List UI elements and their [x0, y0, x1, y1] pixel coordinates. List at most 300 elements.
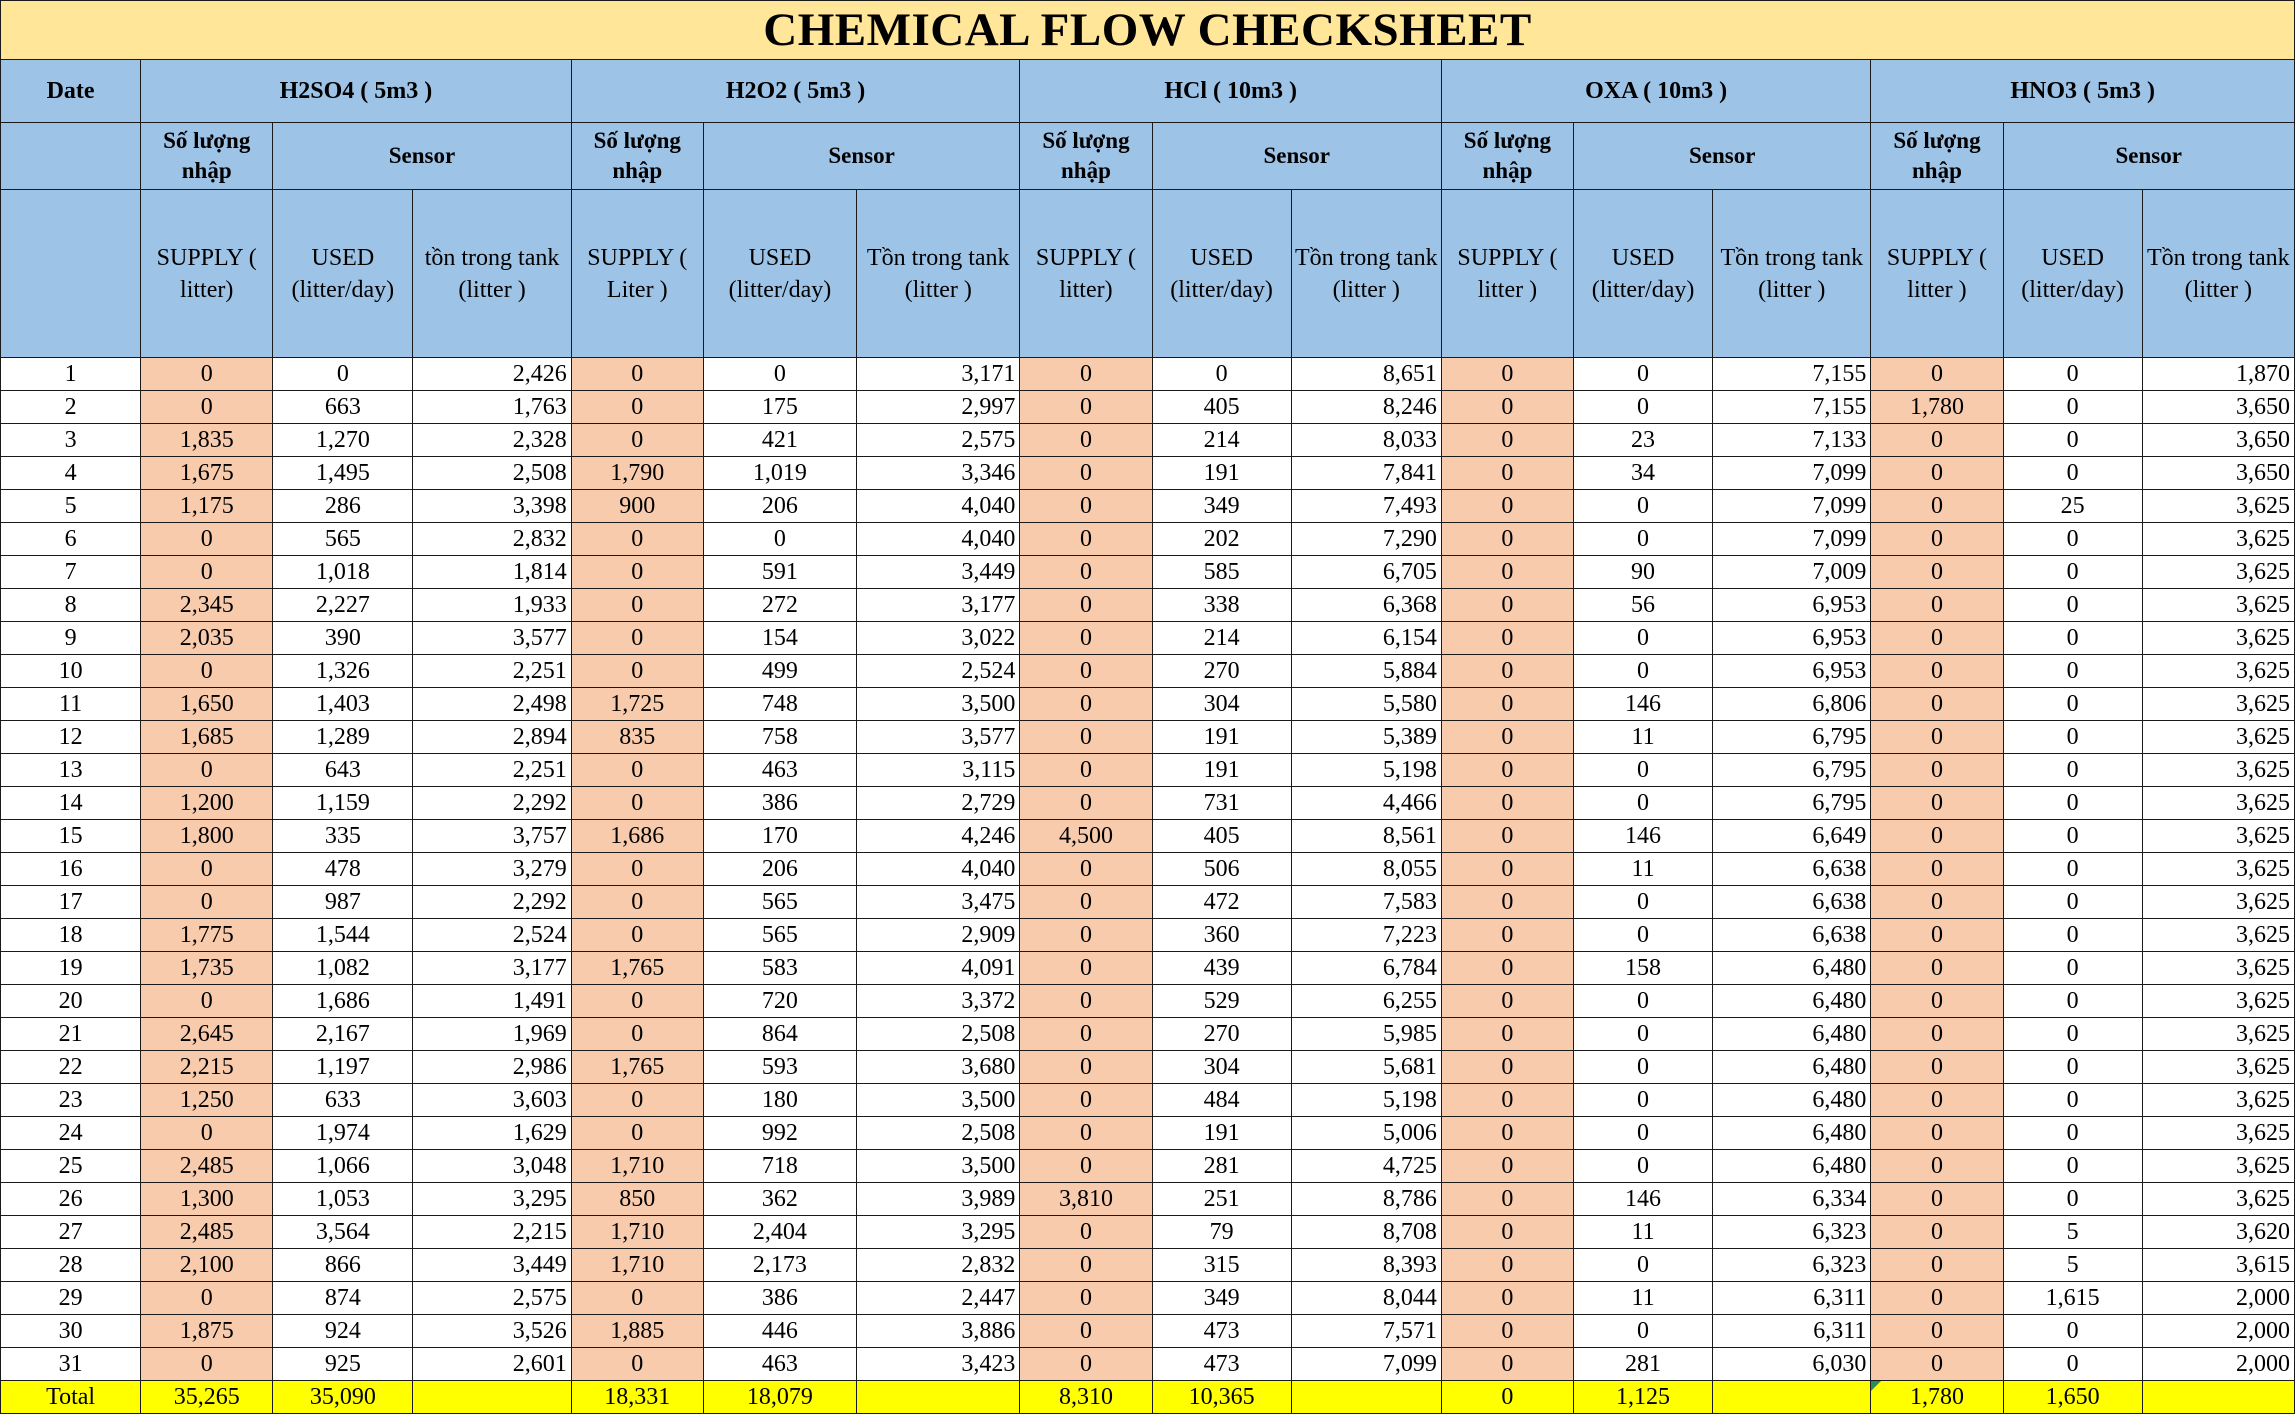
group-header-h2so4[interactable]: H2SO4 ( 5m3 ) — [141, 60, 572, 123]
supply-cell[interactable]: 0 — [571, 424, 703, 457]
date-cell[interactable]: 2 — [1, 391, 141, 424]
used-cell[interactable]: 158 — [1573, 952, 1712, 985]
supply-cell[interactable]: 0 — [1441, 1018, 1573, 1051]
used-col-header-hno3[interactable]: USED (litter/day) — [2003, 190, 2142, 358]
supply-cell[interactable]: 0 — [1441, 457, 1573, 490]
supply-cell[interactable]: 0 — [141, 358, 273, 391]
tank-cell[interactable]: 7,099 — [1291, 1348, 1441, 1381]
supply-cell[interactable]: 0 — [571, 853, 703, 886]
tank-cell[interactable]: 5,389 — [1291, 721, 1441, 754]
supply-cell[interactable]: 0 — [1871, 721, 2003, 754]
tank-cell[interactable]: 8,044 — [1291, 1282, 1441, 1315]
date-cell[interactable]: 4 — [1, 457, 141, 490]
supply-cell[interactable]: 0 — [571, 523, 703, 556]
used-cell[interactable]: 866 — [273, 1249, 413, 1282]
tank-cell[interactable]: 4,246 — [857, 820, 1020, 853]
used-cell[interactable]: 446 — [703, 1315, 856, 1348]
supply-cell[interactable]: 0 — [1020, 1315, 1152, 1348]
supply-cell[interactable]: 1,800 — [141, 820, 273, 853]
used-cell[interactable]: 0 — [2003, 754, 2142, 787]
supply-cell[interactable]: 900 — [571, 490, 703, 523]
supply-cell[interactable]: 0 — [1441, 1315, 1573, 1348]
tank-cell[interactable]: 3,625 — [2142, 1084, 2294, 1117]
used-cell[interactable]: 3,564 — [273, 1216, 413, 1249]
date-cell[interactable]: 15 — [1, 820, 141, 853]
date-cell[interactable]: 20 — [1, 985, 141, 1018]
tank-cell[interactable]: 3,886 — [857, 1315, 1020, 1348]
used-cell[interactable]: 281 — [1152, 1150, 1291, 1183]
used-cell[interactable]: 5 — [2003, 1249, 2142, 1282]
supply-cell[interactable]: 0 — [1020, 688, 1152, 721]
supply-cell[interactable]: 0 — [571, 985, 703, 1018]
used-cell[interactable]: 0 — [2003, 820, 2142, 853]
supply-cell[interactable]: 0 — [571, 919, 703, 952]
used-cell[interactable]: 0 — [2003, 1348, 2142, 1381]
tank-cell[interactable]: 3,625 — [2142, 1051, 2294, 1084]
used-cell[interactable]: 472 — [1152, 886, 1291, 919]
supply-cell[interactable]: 0 — [1020, 985, 1152, 1018]
supply-cell[interactable]: 1,685 — [141, 721, 273, 754]
tank-cell[interactable]: 4,091 — [857, 952, 1020, 985]
used-cell[interactable]: 146 — [1573, 820, 1712, 853]
supply-cell[interactable]: 0 — [1020, 952, 1152, 985]
tank-cell[interactable]: 2,508 — [857, 1018, 1020, 1051]
tank-cell[interactable]: 6,638 — [1713, 886, 1871, 919]
supply-cell[interactable]: 0 — [1020, 1348, 1152, 1381]
used-cell[interactable]: 0 — [1573, 655, 1712, 688]
used-cell[interactable]: 0 — [2003, 952, 2142, 985]
tank-cell[interactable]: 3,625 — [2142, 787, 2294, 820]
used-cell[interactable]: 0 — [2003, 787, 2142, 820]
supply-cell[interactable]: 0 — [571, 886, 703, 919]
total-used-cell[interactable]: 1,650 — [2003, 1381, 2142, 1414]
supply-cell[interactable]: 0 — [141, 985, 273, 1018]
tank-cell[interactable]: 3,620 — [2142, 1216, 2294, 1249]
used-cell[interactable]: 0 — [1573, 358, 1712, 391]
tank-cell[interactable]: 3,625 — [2142, 589, 2294, 622]
tank-cell[interactable]: 2,729 — [857, 787, 1020, 820]
supply-cell[interactable]: 0 — [1441, 853, 1573, 886]
total-used-cell[interactable]: 18,079 — [703, 1381, 856, 1414]
tank-cell[interactable]: 7,841 — [1291, 457, 1441, 490]
group-header-h2o2[interactable]: H2O2 ( 5m3 ) — [571, 60, 1020, 123]
supply-cell[interactable]: 0 — [1871, 358, 2003, 391]
tank-cell[interactable]: 6,953 — [1713, 622, 1871, 655]
supply-cell[interactable]: 0 — [571, 1348, 703, 1381]
used-cell[interactable]: 11 — [1573, 721, 1712, 754]
date-cell[interactable]: 19 — [1, 952, 141, 985]
tank-cell[interactable]: 2,832 — [413, 523, 571, 556]
tank-cell[interactable]: 6,480 — [1713, 1051, 1871, 1084]
tank-cell[interactable]: 2,894 — [413, 721, 571, 754]
used-cell[interactable]: 360 — [1152, 919, 1291, 952]
date-cell[interactable]: 12 — [1, 721, 141, 754]
total-supply-cell[interactable]: 18,331 — [571, 1381, 703, 1414]
used-cell[interactable]: 1,197 — [273, 1051, 413, 1084]
supply-cell[interactable]: 835 — [571, 721, 703, 754]
supply-cell[interactable]: 0 — [1441, 1216, 1573, 1249]
tank-cell[interactable]: 7,155 — [1713, 358, 1871, 391]
used-cell[interactable]: 25 — [2003, 490, 2142, 523]
tank-cell[interactable]: 3,603 — [413, 1084, 571, 1117]
tank-cell[interactable]: 1,814 — [413, 556, 571, 589]
tank-cell[interactable]: 3,500 — [857, 1150, 1020, 1183]
supply-cell[interactable]: 0 — [1441, 1348, 1573, 1381]
used-cell[interactable]: 0 — [1573, 1084, 1712, 1117]
used-cell[interactable]: 0 — [1573, 391, 1712, 424]
tank-col-header-h2o2[interactable]: Tồn trong tank (litter ) — [857, 190, 1020, 358]
tank-cell[interactable]: 2,986 — [413, 1051, 571, 1084]
tank-cell[interactable]: 3,625 — [2142, 1018, 2294, 1051]
used-cell[interactable]: 720 — [703, 985, 856, 1018]
supply-cell[interactable]: 1,835 — [141, 424, 273, 457]
date-header[interactable]: Date — [1, 60, 141, 123]
used-cell[interactable]: 748 — [703, 688, 856, 721]
used-cell[interactable]: 0 — [703, 358, 856, 391]
supply-cell[interactable]: 0 — [1441, 787, 1573, 820]
date-cell[interactable]: 16 — [1, 853, 141, 886]
tank-cell[interactable]: 3,680 — [857, 1051, 1020, 1084]
tank-cell[interactable]: 5,884 — [1291, 655, 1441, 688]
used-cell[interactable]: 0 — [1573, 1249, 1712, 1282]
used-cell[interactable]: 251 — [1152, 1183, 1291, 1216]
used-cell[interactable]: 439 — [1152, 952, 1291, 985]
used-cell[interactable]: 2,404 — [703, 1216, 856, 1249]
supply-cell[interactable]: 0 — [1441, 1051, 1573, 1084]
used-cell[interactable]: 565 — [273, 523, 413, 556]
supply-cell[interactable]: 0 — [141, 1348, 273, 1381]
date-cell[interactable]: 5 — [1, 490, 141, 523]
tank-cell[interactable]: 2,575 — [857, 424, 1020, 457]
used-cell[interactable]: 1,289 — [273, 721, 413, 754]
tank-cell[interactable]: 7,493 — [1291, 490, 1441, 523]
date-cell[interactable]: 22 — [1, 1051, 141, 1084]
tank-cell[interactable]: 1,629 — [413, 1117, 571, 1150]
used-cell[interactable]: 270 — [1152, 1018, 1291, 1051]
tank-cell[interactable]: 5,006 — [1291, 1117, 1441, 1150]
tank-cell[interactable]: 3,295 — [413, 1183, 571, 1216]
tank-cell[interactable]: 7,223 — [1291, 919, 1441, 952]
supply-cell[interactable]: 1,710 — [571, 1150, 703, 1183]
tank-cell[interactable]: 3,048 — [413, 1150, 571, 1183]
tank-cell[interactable]: 3,625 — [2142, 490, 2294, 523]
total-supply-cell[interactable]: 35,265 — [141, 1381, 273, 1414]
supply-cell[interactable]: 0 — [1871, 1282, 2003, 1315]
supply-cell[interactable]: 2,215 — [141, 1051, 273, 1084]
supply-cell[interactable]: 0 — [1441, 721, 1573, 754]
used-cell[interactable]: 1,615 — [2003, 1282, 2142, 1315]
tank-cell[interactable]: 2,251 — [413, 754, 571, 787]
supply-col-header-hno3[interactable]: SUPPLY ( litter ) — [1871, 190, 2003, 358]
tank-cell[interactable]: 2,909 — [857, 919, 1020, 952]
used-cell[interactable]: 987 — [273, 886, 413, 919]
total-used-cell[interactable]: 35,090 — [273, 1381, 413, 1414]
used-cell[interactable]: 2,167 — [273, 1018, 413, 1051]
supply-cell[interactable]: 1,725 — [571, 688, 703, 721]
tank-cell[interactable]: 3,423 — [857, 1348, 1020, 1381]
tank-cell[interactable]: 2,215 — [413, 1216, 571, 1249]
tank-cell[interactable]: 7,009 — [1713, 556, 1871, 589]
tank-cell[interactable]: 6,255 — [1291, 985, 1441, 1018]
total-tank-cell[interactable] — [2142, 1381, 2294, 1414]
supply-cell[interactable]: 0 — [141, 886, 273, 919]
supply-cell[interactable]: 0 — [1871, 919, 2003, 952]
supply-cell[interactable]: 0 — [1020, 1282, 1152, 1315]
used-cell[interactable]: 390 — [273, 622, 413, 655]
tank-cell[interactable]: 3,177 — [857, 589, 1020, 622]
tank-cell[interactable]: 6,480 — [1713, 1018, 1871, 1051]
supply-cell[interactable]: 850 — [571, 1183, 703, 1216]
supply-cell[interactable]: 0 — [1020, 1249, 1152, 1282]
date-cell[interactable]: 14 — [1, 787, 141, 820]
supply-cell[interactable]: 0 — [1441, 820, 1573, 853]
used-cell[interactable]: 529 — [1152, 985, 1291, 1018]
sensor-header-h2o2[interactable]: Sensor — [703, 123, 1020, 190]
used-cell[interactable]: 1,018 — [273, 556, 413, 589]
sheet-title[interactable]: CHEMICAL FLOW CHECKSHEET — [1, 1, 2295, 60]
tank-cell[interactable]: 3,625 — [2142, 1183, 2294, 1216]
used-col-header-h2o2[interactable]: USED (litter/day) — [703, 190, 856, 358]
tank-cell[interactable]: 6,953 — [1713, 655, 1871, 688]
total-supply-cell[interactable]: 0 — [1441, 1381, 1573, 1414]
used-cell[interactable]: 214 — [1152, 424, 1291, 457]
supply-cell[interactable]: 0 — [1871, 1150, 2003, 1183]
date-cell[interactable]: 28 — [1, 1249, 141, 1282]
supply-cell[interactable]: 0 — [1441, 556, 1573, 589]
used-cell[interactable]: 1,053 — [273, 1183, 413, 1216]
supply-cell[interactable]: 0 — [1020, 886, 1152, 919]
tank-cell[interactable]: 6,953 — [1713, 589, 1871, 622]
used-cell[interactable]: 349 — [1152, 490, 1291, 523]
tank-cell[interactable]: 3,615 — [2142, 1249, 2294, 1282]
tank-cell[interactable]: 3,526 — [413, 1315, 571, 1348]
supply-cell[interactable]: 0 — [1871, 1348, 2003, 1381]
used-cell[interactable]: 34 — [1573, 457, 1712, 490]
tank-cell[interactable]: 7,290 — [1291, 523, 1441, 556]
used-cell[interactable]: 758 — [703, 721, 856, 754]
supply-cell[interactable]: 0 — [571, 589, 703, 622]
tank-cell[interactable]: 3,625 — [2142, 688, 2294, 721]
used-cell[interactable]: 0 — [2003, 1315, 2142, 1348]
supply-cell[interactable]: 0 — [141, 655, 273, 688]
supply-cell[interactable]: 0 — [1441, 1282, 1573, 1315]
used-cell[interactable]: 0 — [2003, 424, 2142, 457]
tank-cell[interactable]: 2,251 — [413, 655, 571, 688]
supply-cell[interactable]: 0 — [1871, 1018, 2003, 1051]
group-header-hno3[interactable]: HNO3 ( 5m3 ) — [1871, 60, 2295, 123]
supply-cell[interactable]: 0 — [1441, 1117, 1573, 1150]
used-cell[interactable]: 272 — [703, 589, 856, 622]
sensor-header-hcl[interactable]: Sensor — [1152, 123, 1441, 190]
tank-cell[interactable]: 3,625 — [2142, 1150, 2294, 1183]
tank-cell[interactable]: 6,323 — [1713, 1249, 1871, 1282]
supply-cell[interactable]: 0 — [571, 391, 703, 424]
sensor-header-oxa[interactable]: Sensor — [1573, 123, 1870, 190]
used-cell[interactable]: 0 — [2003, 358, 2142, 391]
tank-cell[interactable]: 6,705 — [1291, 556, 1441, 589]
used-cell[interactable]: 281 — [1573, 1348, 1712, 1381]
supply-cell[interactable]: 2,345 — [141, 589, 273, 622]
supply-cell[interactable]: 1,250 — [141, 1084, 273, 1117]
date-cell[interactable]: 18 — [1, 919, 141, 952]
tank-cell[interactable]: 2,508 — [857, 1117, 1020, 1150]
used-cell[interactable]: 206 — [703, 490, 856, 523]
used-cell[interactable]: 0 — [2003, 985, 2142, 1018]
used-cell[interactable]: 90 — [1573, 556, 1712, 589]
tank-cell[interactable]: 3,625 — [2142, 556, 2294, 589]
total-tank-cell[interactable] — [1291, 1381, 1441, 1414]
tank-cell[interactable]: 7,099 — [1713, 490, 1871, 523]
supply-cell[interactable]: 0 — [141, 754, 273, 787]
used-cell[interactable]: 56 — [1573, 589, 1712, 622]
tank-cell[interactable]: 3,625 — [2142, 919, 2294, 952]
used-cell[interactable]: 191 — [1152, 721, 1291, 754]
supply-col-header-oxa[interactable]: SUPPLY ( litter ) — [1441, 190, 1573, 358]
used-cell[interactable]: 484 — [1152, 1084, 1291, 1117]
date-cell[interactable]: 26 — [1, 1183, 141, 1216]
tank-cell[interactable]: 6,795 — [1713, 787, 1871, 820]
tank-cell[interactable]: 5,198 — [1291, 1084, 1441, 1117]
used-cell[interactable]: 0 — [1573, 1051, 1712, 1084]
supply-cell[interactable]: 0 — [571, 358, 703, 391]
supply-cell[interactable]: 0 — [1871, 589, 2003, 622]
used-cell[interactable]: 191 — [1152, 1117, 1291, 1150]
tank-cell[interactable]: 3,171 — [857, 358, 1020, 391]
tank-cell[interactable]: 6,323 — [1713, 1216, 1871, 1249]
qty-header-h2so4[interactable]: Số lượng nhập — [141, 123, 273, 190]
used-cell[interactable]: 0 — [1573, 919, 1712, 952]
group-header-hcl[interactable]: HCl ( 10m3 ) — [1020, 60, 1441, 123]
tank-cell[interactable]: 4,040 — [857, 523, 1020, 556]
supply-cell[interactable]: 0 — [1871, 1315, 2003, 1348]
used-cell[interactable]: 0 — [2003, 1051, 2142, 1084]
tank-cell[interactable]: 2,498 — [413, 688, 571, 721]
supply-cell[interactable]: 0 — [1020, 1117, 1152, 1150]
supply-cell[interactable]: 0 — [1871, 853, 2003, 886]
used-cell[interactable]: 11 — [1573, 1282, 1712, 1315]
used-cell[interactable]: 565 — [703, 919, 856, 952]
used-cell[interactable]: 0 — [273, 358, 413, 391]
tank-cell[interactable]: 5,985 — [1291, 1018, 1441, 1051]
used-cell[interactable]: 0 — [2003, 1117, 2142, 1150]
tank-cell[interactable]: 3,625 — [2142, 622, 2294, 655]
tank-cell[interactable]: 7,133 — [1713, 424, 1871, 457]
tank-cell[interactable]: 5,198 — [1291, 754, 1441, 787]
total-tank-cell[interactable] — [413, 1381, 571, 1414]
used-cell[interactable]: 338 — [1152, 589, 1291, 622]
supply-cell[interactable]: 0 — [1020, 358, 1152, 391]
used-cell[interactable]: 180 — [703, 1084, 856, 1117]
supply-col-header-h2so4[interactable]: SUPPLY ( litter) — [141, 190, 273, 358]
tank-cell[interactable]: 2,000 — [2142, 1315, 2294, 1348]
tank-cell[interactable]: 1,763 — [413, 391, 571, 424]
used-cell[interactable]: 874 — [273, 1282, 413, 1315]
qty-header-hno3[interactable]: Số lượng nhập — [1871, 123, 2003, 190]
supply-cell[interactable]: 0 — [1441, 754, 1573, 787]
supply-cell[interactable]: 0 — [1871, 688, 2003, 721]
used-cell[interactable]: 191 — [1152, 457, 1291, 490]
supply-cell[interactable]: 0 — [1020, 1084, 1152, 1117]
used-cell[interactable]: 1,019 — [703, 457, 856, 490]
supply-cell[interactable]: 0 — [1020, 1018, 1152, 1051]
used-cell[interactable]: 633 — [273, 1084, 413, 1117]
tank-cell[interactable]: 3,989 — [857, 1183, 1020, 1216]
tank-cell[interactable]: 6,784 — [1291, 952, 1441, 985]
tank-cell[interactable]: 6,649 — [1713, 820, 1871, 853]
tank-cell[interactable]: 8,055 — [1291, 853, 1441, 886]
date-cell[interactable]: 31 — [1, 1348, 141, 1381]
supply-cell[interactable]: 3,810 — [1020, 1183, 1152, 1216]
used-cell[interactable]: 0 — [2003, 853, 2142, 886]
total-used-cell[interactable]: 1,125 — [1573, 1381, 1712, 1414]
tank-cell[interactable]: 6,154 — [1291, 622, 1441, 655]
used-cell[interactable]: 154 — [703, 622, 856, 655]
used-cell[interactable]: 146 — [1573, 688, 1712, 721]
used-cell[interactable]: 1,544 — [273, 919, 413, 952]
tank-cell[interactable]: 3,650 — [2142, 457, 2294, 490]
tank-cell[interactable]: 3,625 — [2142, 655, 2294, 688]
tank-cell[interactable]: 2,524 — [413, 919, 571, 952]
tank-cell[interactable]: 3,177 — [413, 952, 571, 985]
used-cell[interactable]: 0 — [1573, 1150, 1712, 1183]
used-cell[interactable]: 405 — [1152, 820, 1291, 853]
tank-cell[interactable]: 8,393 — [1291, 1249, 1441, 1282]
used-cell[interactable]: 11 — [1573, 853, 1712, 886]
supply-cell[interactable]: 1,200 — [141, 787, 273, 820]
supply-cell[interactable]: 0 — [1871, 1249, 2003, 1282]
used-cell[interactable]: 304 — [1152, 688, 1291, 721]
tank-cell[interactable]: 6,795 — [1713, 754, 1871, 787]
tank-cell[interactable]: 2,524 — [857, 655, 1020, 688]
supply-cell[interactable]: 0 — [1441, 1249, 1573, 1282]
tank-cell[interactable]: 3,625 — [2142, 523, 2294, 556]
supply-cell[interactable]: 0 — [1441, 1150, 1573, 1183]
used-cell[interactable]: 1,270 — [273, 424, 413, 457]
supply-cell[interactable]: 0 — [1871, 985, 2003, 1018]
supply-cell[interactable]: 1,775 — [141, 919, 273, 952]
supply-cell[interactable]: 1,686 — [571, 820, 703, 853]
used-cell[interactable]: 0 — [2003, 1018, 2142, 1051]
supply-cell[interactable]: 0 — [1871, 424, 2003, 457]
tank-cell[interactable]: 6,638 — [1713, 853, 1871, 886]
tank-cell[interactable]: 8,246 — [1291, 391, 1441, 424]
used-cell[interactable]: 0 — [2003, 919, 2142, 952]
supply-cell[interactable]: 0 — [1441, 589, 1573, 622]
supply-cell[interactable]: 0 — [571, 1117, 703, 1150]
used-cell[interactable]: 992 — [703, 1117, 856, 1150]
used-cell[interactable]: 506 — [1152, 853, 1291, 886]
supply-cell[interactable]: 0 — [1871, 490, 2003, 523]
used-cell[interactable]: 473 — [1152, 1315, 1291, 1348]
qty-header-oxa[interactable]: Số lượng nhập — [1441, 123, 1573, 190]
used-col-header-hcl[interactable]: USED (litter/day) — [1152, 190, 1291, 358]
tank-cell[interactable]: 3,625 — [2142, 985, 2294, 1018]
used-cell[interactable]: 565 — [703, 886, 856, 919]
used-col-header-oxa[interactable]: USED (litter/day) — [1573, 190, 1712, 358]
used-cell[interactable]: 0 — [2003, 622, 2142, 655]
tank-cell[interactable]: 2,832 — [857, 1249, 1020, 1282]
supply-cell[interactable]: 0 — [141, 1117, 273, 1150]
tank-cell[interactable]: 1,969 — [413, 1018, 571, 1051]
used-cell[interactable]: 214 — [1152, 622, 1291, 655]
used-cell[interactable]: 583 — [703, 952, 856, 985]
supply-cell[interactable]: 1,875 — [141, 1315, 273, 1348]
group-header-oxa[interactable]: OXA ( 10m3 ) — [1441, 60, 1871, 123]
supply-cell[interactable]: 1,885 — [571, 1315, 703, 1348]
used-cell[interactable]: 0 — [2003, 688, 2142, 721]
date-cell[interactable]: 23 — [1, 1084, 141, 1117]
date-cell[interactable]: 30 — [1, 1315, 141, 1348]
